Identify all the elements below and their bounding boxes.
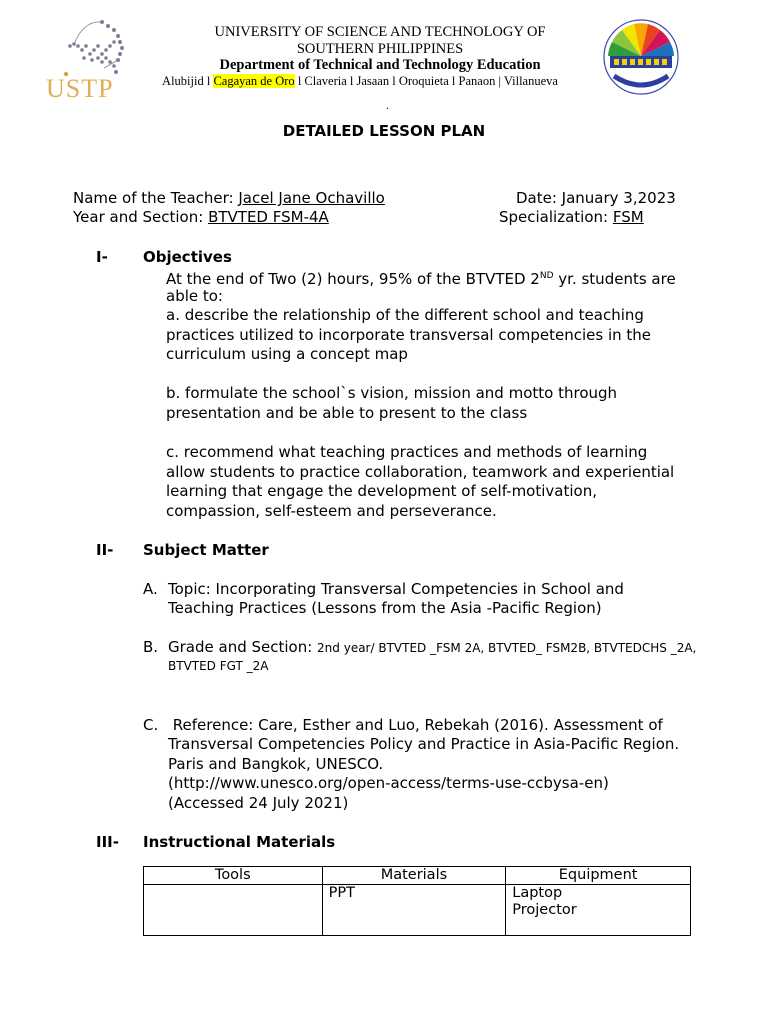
table-header-row [144, 867, 691, 885]
equipment-laptop: Laptop [512, 885, 563, 901]
objective-b-1: b. formulate the school`s vision, mission and motto through [166, 384, 618, 402]
objectives-intro [166, 267, 676, 290]
section-1-number: I- [96, 248, 108, 266]
item-a-letter: A. [143, 580, 158, 598]
section-3-title: Instructional Materials [143, 833, 336, 851]
objective-c-3: learning that engage the development of self-motivation, [166, 482, 597, 500]
reference-line-5: (Accessed 24 July 2021) [168, 794, 349, 812]
teacher-name: Jacel Jane Ochavillo [238, 189, 385, 207]
grade-section-line [168, 638, 696, 659]
department-name: Department of Technical and Technology Education [219, 57, 541, 73]
topic-line-1: Topic: Incorporating Transversal Competencies in School and [168, 580, 624, 598]
topic-line-2: Teaching Practices (Lessons from the Asia -Pacific Region) [168, 599, 602, 617]
specialization-line [499, 208, 644, 228]
objective-a-1: a. describe the relationship of the different school and teaching [166, 306, 644, 324]
date-line: Date: January 3,2023 [516, 189, 676, 207]
header-tools: Tools [144, 867, 323, 885]
ustp-logo-text: USTP [46, 74, 114, 103]
cell-materials: PPT [322, 885, 506, 936]
cell-tools [144, 885, 323, 936]
item-c-letter: C. [143, 716, 159, 734]
campus-list-before: Alubijid l [162, 74, 214, 88]
teacher-label: Name of the Teacher: [73, 189, 239, 207]
objective-a-2: practices utilized to incorporate transversal competencies in the [166, 326, 652, 344]
table-row [144, 885, 691, 936]
section-1-title: Objectives [143, 248, 232, 266]
year-section-value: BTVTED FSM-4A [208, 208, 329, 226]
objective-c-1: c. recommend what teaching practices and methods of learning [166, 443, 648, 461]
objective-a-3: curriculum using a concept map [166, 345, 408, 363]
year-label: Year and Section: [73, 208, 209, 226]
objective-b-2: presentation and be able to present to the class [166, 404, 528, 422]
grade-section-value-2: BTVTED FGT _2A [168, 659, 269, 673]
specialization-value: FSM [612, 208, 644, 226]
ustp-logo [44, 16, 134, 104]
instructional-materials-table [143, 866, 691, 936]
section-2-title: Subject Matter [143, 541, 269, 559]
section-2-number: II- [96, 541, 114, 559]
grade-section-value-1: 2nd year/ BTVTED _FSM 2A, BTVTED_ FSM2B, BTVTEDCHS _2A, [317, 641, 697, 655]
equipment-projector: Projector [512, 902, 577, 918]
campus-list-after: l Claveria l Jasaan l Oroquieta l Panaon | Villanueva [294, 74, 558, 88]
university-name-line1: UNIVERSITY OF SCIENCE AND TECHNOLOGY OF [214, 24, 546, 40]
reference-line-3: Paris and Bangkok, UNESCO. [168, 755, 384, 773]
objectives-intro-a: At the end of Two (2) hours, 95% of the BTVTED 2 [166, 270, 540, 288]
reference-line-4: (http://www.unesco.org/open-access/terms-use-ccbysa-en) [168, 774, 609, 792]
objectives-intro-c: able to: [166, 287, 223, 305]
objectives-intro-b: yr. students are [553, 270, 676, 288]
objective-c-2: allow students to practice collaboration, teamwork and experiential [166, 463, 675, 481]
department-logo-graphic [600, 16, 682, 98]
cell-equipment [506, 885, 691, 936]
reference-line-2: Transversal Competencies Policy and Practice in Asia-Pacific Region. [168, 735, 680, 753]
page-title: DETAILED LESSON PLAN [282, 122, 486, 140]
specialization-label: Specialization: [499, 208, 613, 226]
campus-highlight: Cagayan de Oro [213, 74, 295, 88]
header-dot: . [386, 98, 389, 112]
objectives-intro-sup: ND [539, 271, 554, 281]
department-logo [600, 16, 682, 98]
grade-section-label: Grade and Section: [168, 638, 318, 656]
teacher-line [73, 189, 385, 209]
university-name-line2: SOUTHERN PHILIPPINES [296, 41, 464, 57]
header-materials: Materials [322, 867, 506, 885]
campus-list [140, 74, 580, 89]
reference-line-1: Reference: Care, Esther and Luo, Rebekah (2016). Assessment of [168, 716, 663, 734]
objective-c-4: compassion, self-esteem and perseverance. [166, 502, 497, 520]
section-3-number: III- [96, 833, 119, 851]
header-equipment: Equipment [506, 867, 691, 885]
year-line [73, 208, 329, 228]
item-b-letter: B. [143, 638, 159, 656]
